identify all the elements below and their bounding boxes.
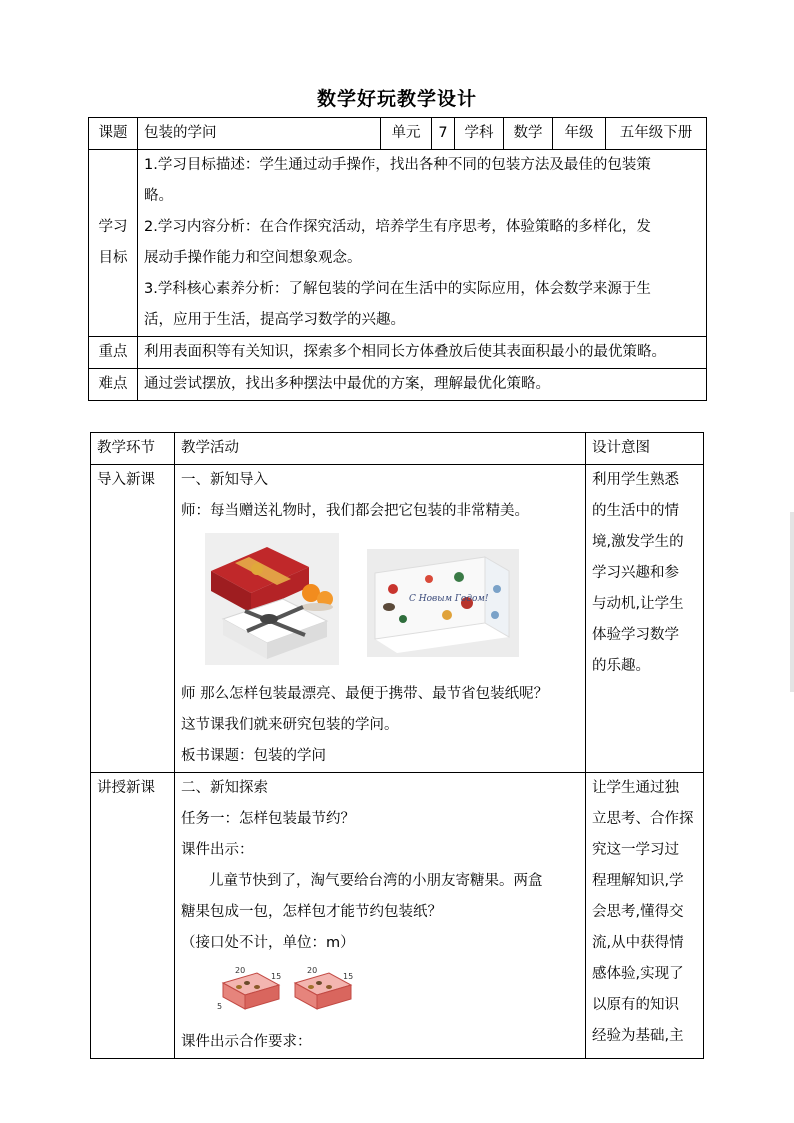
lesson-row: [91, 773, 704, 1059]
intent-line: 感体验,实现了: [592, 966, 684, 982]
candy-box-1: [217, 966, 281, 1011]
grade-label: 年级: [553, 118, 606, 150]
activity-line: 一、新知导入: [181, 472, 268, 488]
intent-line: 学习兴趣和参: [592, 565, 679, 581]
subject-value: 数学: [504, 118, 553, 150]
unit-label: 单元: [381, 118, 432, 150]
difficulty-row: [89, 369, 707, 401]
intent-line: 体验学习数学: [592, 627, 679, 643]
lesson-activity: [175, 773, 586, 1059]
box2-width-label: 15: [343, 972, 354, 981]
intent-line: 立思考、合作探: [592, 811, 694, 827]
goals-line: 活，应用于生活，提高学习数学的兴趣。: [144, 312, 405, 328]
goals-label: [89, 150, 138, 337]
difficulty-value: 通过尝试摆放，找出多种摆法中最优的方案，理解最优化策略。: [138, 369, 707, 401]
intent-line: 以原有的知识: [592, 997, 679, 1013]
difficulty-label: 难点: [89, 369, 138, 401]
gift-boxes-photo: [205, 533, 339, 665]
goals-line: 展动手操作能力和空间想象观念。: [144, 250, 362, 266]
activity-line: 课件出示合作要求：: [181, 1034, 312, 1050]
activity-line: 师 那么怎样包装最漂亮、最便于携带、最节省包装纸呢？: [181, 686, 549, 702]
box2-length-label: 20: [307, 966, 318, 975]
activity-line: 这节课我们就来研究包装的学问。: [181, 717, 399, 733]
problem-line: 儿童节快到了，淘气要给台湾的小朋友寄糖果。两盒: [209, 873, 543, 889]
intro-stage: 导入新课: [91, 465, 175, 773]
header-activity: 教学活动: [175, 433, 586, 465]
intent-line: 的生活中的情: [592, 503, 679, 519]
intent-line: 的乐趣。: [592, 658, 650, 674]
grade-value: 五年级下册: [606, 118, 707, 150]
document-title: 数学好玩教学设计: [316, 88, 477, 110]
candy-box-2: [295, 966, 353, 1009]
goals-row: [89, 150, 707, 337]
box1-height-label: 5: [217, 1002, 223, 1011]
goals-label-line-1: 学习: [98, 219, 128, 235]
intro-row: [91, 465, 704, 773]
intent-line: 让学生通过独: [592, 780, 679, 796]
box1-length-label: 20: [235, 966, 246, 975]
topic-label: 课题: [89, 118, 138, 150]
intro-activity: [175, 465, 586, 773]
header-stage: 教学环节: [91, 433, 175, 465]
subject-label: 学科: [455, 118, 504, 150]
intent-line: 流,从中获得情: [592, 935, 684, 951]
process-table: [90, 432, 704, 1059]
header-intent: 设计意图: [586, 433, 704, 465]
topic-row: [89, 118, 707, 150]
greeting-text: С Новым Годом!: [409, 594, 489, 604]
goals-line: 1.学习目标描述：学生通过动手操作，找出各种不同的包装方法及最佳的包装策: [144, 157, 651, 173]
lesson-stage: 讲授新课: [91, 773, 175, 1059]
intent-line: 会思考,懂得交: [592, 904, 684, 920]
intent-line: 与动机,让学生: [592, 596, 684, 612]
activity-line: 师：每当赠送礼物时，我们都会把它包装的非常精美。: [181, 503, 529, 519]
activity-line: 课件出示：: [181, 842, 254, 858]
intent-line: 经验为基础,主: [592, 1028, 684, 1044]
info-table: [88, 117, 707, 401]
unit-value: 7: [432, 118, 455, 150]
activity-line: 任务一：怎样包装最节约？: [181, 811, 355, 827]
activity-line: 板书课题：包装的学问: [181, 748, 326, 764]
goals-content: [138, 150, 707, 337]
candy-box-svg: [217, 961, 377, 1027]
problem-line: 糖果包成一包，怎样包才能节约包装纸？: [181, 904, 442, 920]
intent-line: 利用学生熟悉: [592, 472, 679, 488]
key-point-label: 重点: [89, 337, 138, 369]
goals-line: 略。: [144, 188, 173, 204]
intent-line: 究这一学习过: [592, 842, 679, 858]
intent-line: 程理解知识,学: [592, 873, 684, 889]
page-edge-shadow: [790, 512, 794, 692]
key-point-value: 利用表面积等有关知识，探索多个相同长方体叠放后使其表面积最小的最优策略。: [138, 337, 707, 369]
goals-line: 2.学习内容分析：在合作探究活动，培养学生有序思考，体验策略的多样化，发: [144, 219, 651, 235]
gift-photos: [181, 533, 579, 675]
new-year-box-photo: [367, 549, 519, 657]
lesson-intent: [586, 773, 704, 1059]
process-header-row: [91, 433, 704, 465]
key-point-row: [89, 337, 707, 369]
intent-line: 境,激发学生的: [592, 534, 684, 550]
goals-line: 3.学科核心素养分析：了解包装的学问在生活中的实际应用，体会数学来源于生: [144, 281, 651, 297]
goals-label-line-2: 目标: [98, 250, 128, 266]
topic-value: 包装的学问: [138, 118, 381, 150]
box1-width-label: 15: [271, 972, 282, 981]
intro-intent: [586, 465, 704, 773]
activity-line: 二、新知探索: [181, 780, 268, 796]
note-line: （接口处不计，单位：m）: [181, 935, 355, 951]
candy-box-diagrams: [181, 961, 579, 1027]
